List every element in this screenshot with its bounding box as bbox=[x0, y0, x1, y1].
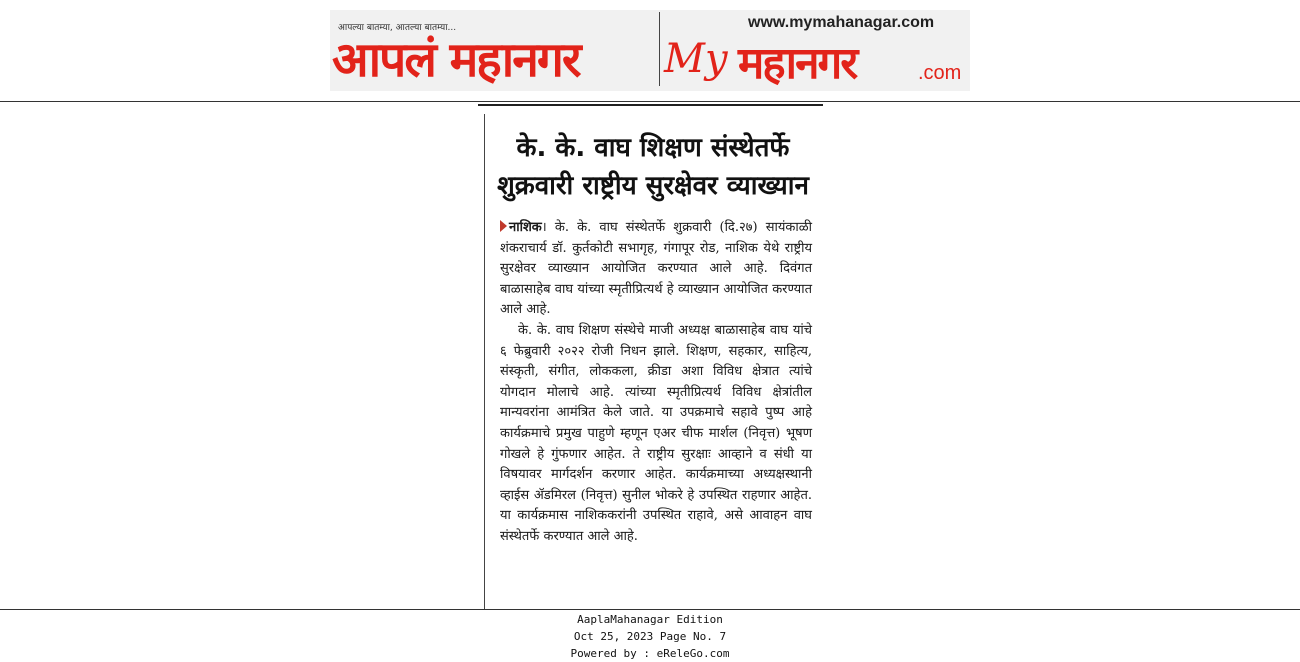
article-paragraph-1 bbox=[500, 218, 812, 321]
dot-com-text: .com bbox=[918, 62, 962, 84]
masthead bbox=[330, 10, 970, 91]
clipping-top-border bbox=[478, 104, 823, 106]
powered-by: Powered by : eReleGo.com bbox=[570, 647, 730, 660]
article-paragraph-2: के. के. वाघ शिक्षण संस्थेचे माजी अध्यक्ष बाळासाहेब वाघ यांचे ६ फेब्रुवारी २०२२ रोजी निधन झाले. शिक्षण, सहकार, साहित्य, संस्कृती, संगीत, लोककला, क्रीडा अशा विविध क्षेत्रात त्यांचे योगदान मोलाचे आहे. त्यांच्या स्मृतीप्रित्यर्थ विविध क्षेत्रांतील मान्यवरांना आमंत्रित केले जाते. या उपक्रमाचे सहावे पुष्प आहे कार्यक्रमाचे प्रमुख पाहुणे म्हणून एअर चीफ मार्शल (निवृत्त) भूषण गोखले हे गुंफणार आहेत. ते राष्ट्रीय सुरक्षाः आव्हाने व संधी या विषयावर मार्गदर्शन करणार आहेत. कार्यक्रमाच्या अध्यक्षस्थानी व्हाईस ॲडमिरल (निवृत्त) सुनील भोकरे हे उपस्थित राहणार आहेत. या कार्यक्रमास नाशिककरांनी उपस्थित राहावे, असे आवाहन वाघ संस्थेतर्फे करण्यात आले आहे. bbox=[500, 322, 812, 544]
article-headline bbox=[490, 129, 816, 205]
edition-name: AaplaMahanagar Edition bbox=[577, 613, 723, 626]
masthead-tagline: आपल्या बातम्या, आतल्या बातम्या... bbox=[338, 23, 457, 33]
masthead-divider bbox=[659, 12, 660, 86]
clipping-left-border bbox=[484, 114, 485, 609]
top-divider bbox=[0, 101, 1300, 102]
headline-line-1: के. के. वाघ शिक्षण संस्थेतर्फे bbox=[516, 133, 790, 163]
my-logo-text: My bbox=[664, 36, 728, 82]
headline-line-2: शुक्रवारी राष्ट्रीय सुरक्षेवर व्याख्यान bbox=[497, 171, 809, 201]
article-body bbox=[500, 218, 812, 548]
dateline: नाशिक bbox=[509, 220, 542, 235]
bottom-divider bbox=[0, 609, 1300, 610]
site-url: www.mymahanagar.com bbox=[748, 14, 935, 31]
edition-footer bbox=[0, 611, 1300, 662]
dateline-arrow-icon bbox=[500, 220, 507, 232]
paragraph-1-text: । के. के. वाघ संस्थेतर्फे शुक्रवारी (दि.२७) सायंकाळी शंकराचार्य डॉ. कुर्तकोटी सभागृह, गंगापूर रोड, नाशिक येथे राष्ट्रीय सुरक्षेवर व्याख्यान आयोजित करण्यात आले आहे. दिवंगत बाळासाहेब वाघ यांच्या स्मृतीप्रित्यर्थ हे व्याख्यान आयोजित करण्यात आले आहे. bbox=[500, 220, 812, 318]
mahanagar-logo: महानगर bbox=[738, 38, 857, 89]
edition-date-page: Oct 25, 2023 Page No. 7 bbox=[573, 630, 727, 643]
aapla-mahanagar-logo: आपलं महानगर bbox=[332, 32, 580, 88]
news-clipping bbox=[478, 104, 823, 609]
